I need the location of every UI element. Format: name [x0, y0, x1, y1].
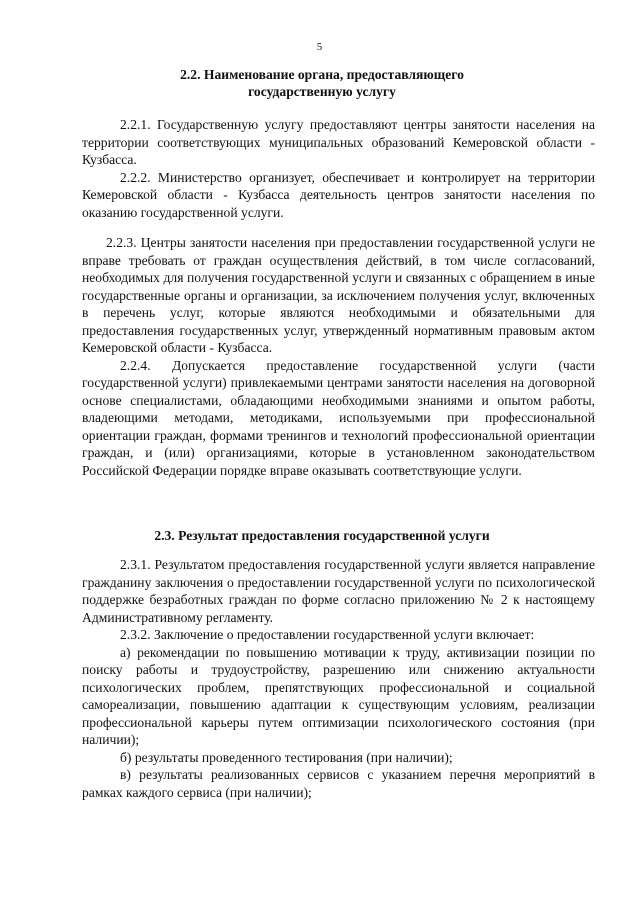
list-item-a: а) рекомендации по повышению мотивации к труду, активизации позиции по поиску работы и трудоустройству, разрешению или снижению актуальности психологических проблем, препятствующих профессиональной и социальной самореализации, повышению адаптации к существующим условиям, реализации профессиональной карьеры путем оптимизации психологического состояния (при наличии); [82, 644, 595, 747]
paragraph-2-2-4: 2.2.4. Допускается предоставление государственной услуги (части государственной услуги) привлекаемыми центрами занятости населения на договорной основе специалистами, обладающими необходимыми знаниями и опытом работы, владеющими методами, методиками, используемыми при профессиональной ориентации граждан, формами тренингов и технологий профессиональной ориентации граждан, и (или) организациями, которые в установленном законодательством Российской Федерации порядке вправе оказывать соответствующие услуги. [82, 357, 595, 478]
section-2-2-block-2 [82, 234, 595, 479]
section-2-3-block [82, 556, 595, 801]
section-2-3-title: 2.3. Результат предоставления государственной услуги [154, 528, 490, 543]
section-2-2-block-1 [82, 116, 595, 221]
section-2-2-title [82, 66, 562, 100]
list-item-b: б) результаты проведенного тестирования (при наличии); [120, 749, 453, 765]
paragraph-2-2-2: 2.2.2. Министерство организует, обеспечивает и контролирует на территории Кемеровской области - Кузбасса деятельность центров занятости населения по оказанию государственной услуги. [82, 169, 595, 220]
list-item-c: в) результаты реализованных сервисов с указанием перечня мероприятий в рамках каждого сервиса (при наличии); [82, 767, 595, 800]
paragraph-2-3-1: 2.3.1. Результатом предоставления государственной услуги является направление гражданину заключения о предоставлении государственной услуги по психологической поддержке безработных граждан по форме согласно приложению № 2 к настоящему Административному регламенту. [82, 557, 595, 625]
page-number: 5 [316, 41, 323, 53]
paragraph-2-3-2: 2.3.2. Заключение о предоставлении государственной услуги включает: [120, 627, 535, 642]
paragraph-2-2-3: 2.2.3. Центры занятости населения при предоставлении государственной услуги не вправе требовать от граждан осуществления действий, в том числе согласований, необходимых для получения государственной услуги и связанных с обращением в иные государственные органы и организации, за исключением получения услуг, включенных в перечень услуг, которые являются необходимыми и обязательными для предоставления государственных услуг, утвержденный нормативным правовым актом Кемеровской области - Кузбасса. [82, 235, 595, 355]
paragraph-2-2-1: 2.2.1. Государственную услугу предоставляют центры занятости населения на территории соответствующих муниципальных образований Кемеровской области - Кузбасса. [82, 117, 595, 167]
section-2-2-title-line1: 2.2. Наименование органа, предоставляющего [180, 67, 464, 82]
section-2-2-title-line2: государственную услугу [248, 84, 396, 99]
